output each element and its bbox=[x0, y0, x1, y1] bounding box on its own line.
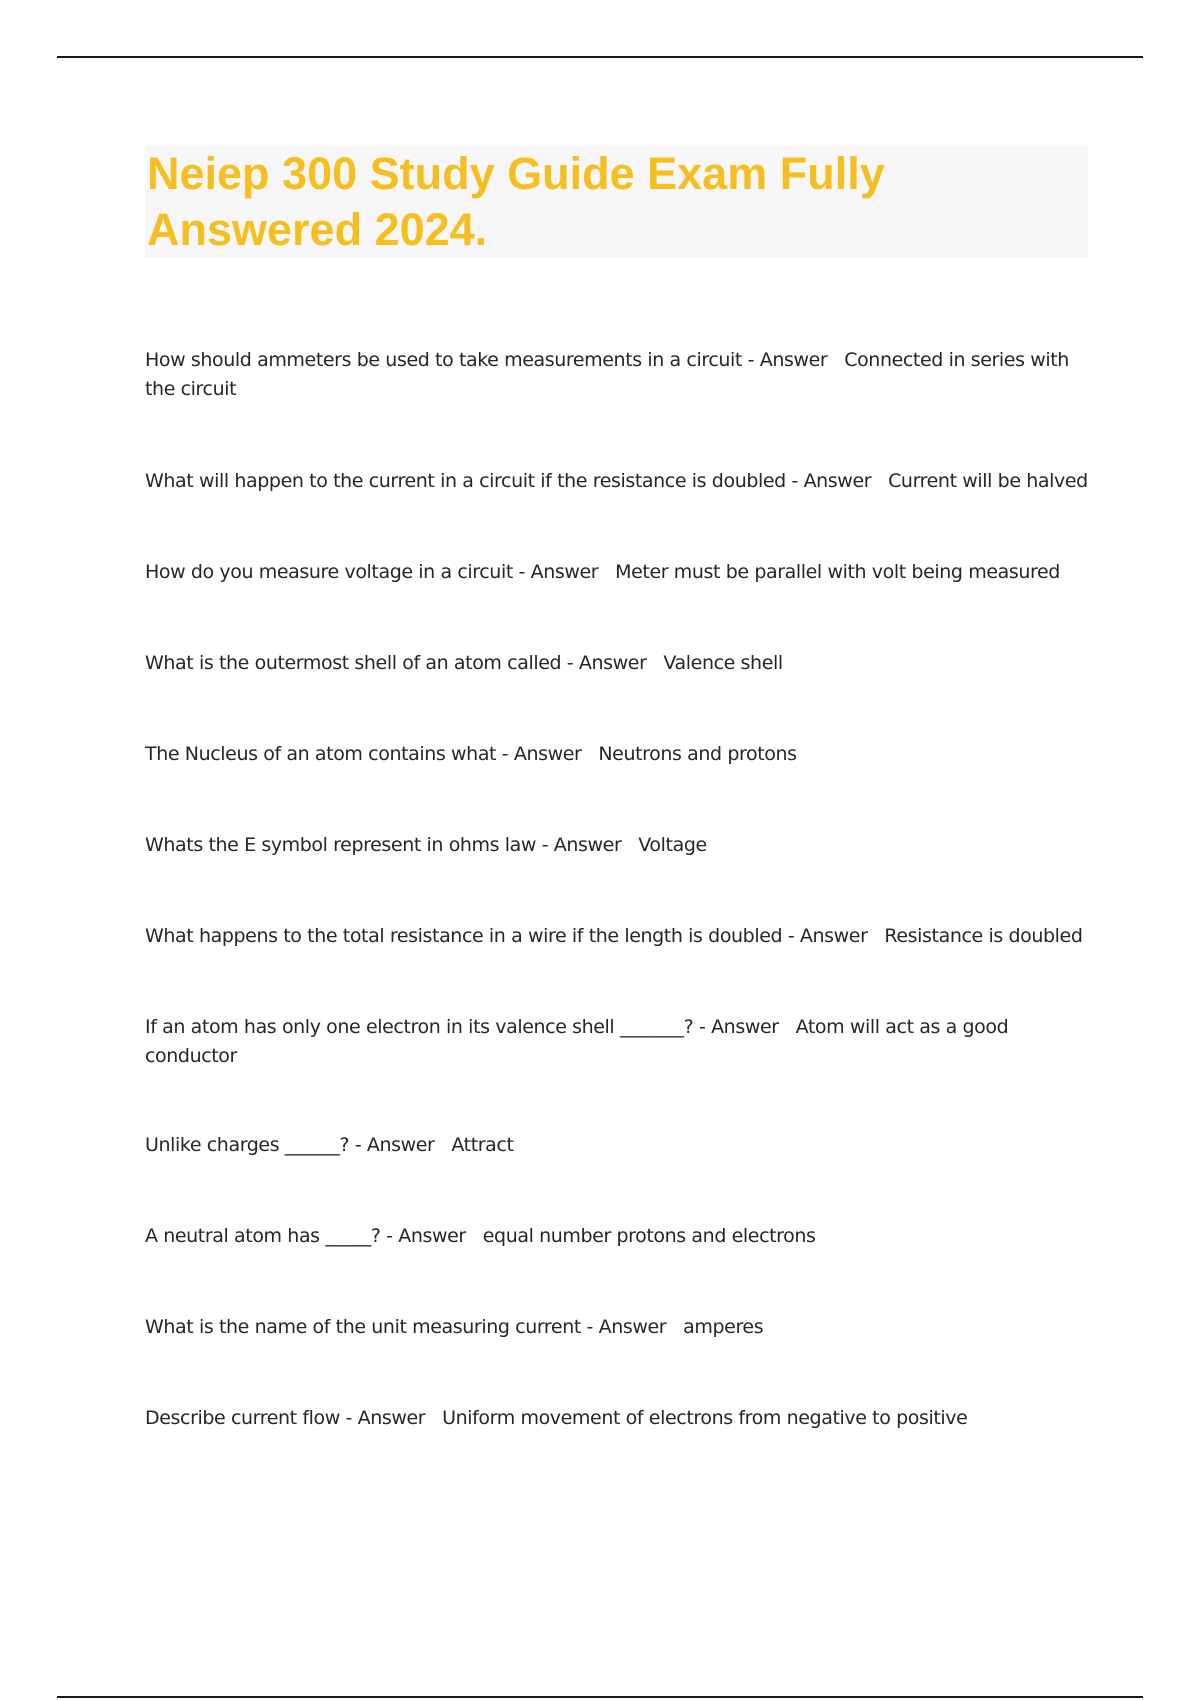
answer-text: Attract bbox=[451, 1134, 514, 1156]
answer-marker: - Answer bbox=[785, 470, 889, 492]
question-text: What will happen to the current in a circuit if the resistance is doubled bbox=[145, 470, 786, 492]
qa-item bbox=[145, 467, 1095, 496]
answer-marker: - Answer bbox=[561, 652, 664, 674]
question-text: Describe current flow bbox=[145, 1407, 340, 1429]
question-text: Whats the E symbol represent in ohms law bbox=[145, 834, 537, 856]
qa-item bbox=[145, 831, 1095, 860]
question-text: How do you measure voltage in a circuit bbox=[145, 561, 513, 583]
answer-text: Uniform movement of electrons from negative to positive bbox=[442, 1407, 968, 1429]
qa-item bbox=[145, 558, 1095, 587]
answer-text: Neutrons and protons bbox=[598, 743, 797, 765]
answer-text: Resistance is doubled bbox=[884, 925, 1083, 947]
qa-item bbox=[145, 1013, 1025, 1071]
qa-item bbox=[145, 1313, 1095, 1342]
question-text: What is the name of the unit measuring current bbox=[145, 1316, 581, 1338]
qa-item bbox=[145, 346, 1095, 404]
qa-item bbox=[145, 1131, 1095, 1160]
question-text: If an atom has only one electron in its valence shell _______? bbox=[145, 1016, 694, 1038]
answer-text: Voltage bbox=[638, 834, 707, 856]
qa-item bbox=[145, 740, 1095, 769]
answer-marker: - Answer bbox=[693, 1016, 796, 1038]
question-text: A neutral atom has _____? bbox=[145, 1225, 381, 1247]
question-text: What is the outermost shell of an atom called bbox=[145, 652, 562, 674]
question-text: What happens to the total resistance in a wire if the length is doubled bbox=[145, 925, 783, 947]
answer-text: Current will be halved bbox=[888, 470, 1088, 492]
answer-text: equal number protons and electrons bbox=[482, 1225, 816, 1247]
answer-marker: - Answer bbox=[782, 925, 885, 947]
top-rule bbox=[57, 56, 1143, 58]
answer-text: Valence shell bbox=[663, 652, 783, 674]
answer-marker: - Answer bbox=[580, 1316, 684, 1338]
answer-marker: - Answer bbox=[349, 1134, 452, 1156]
qa-item bbox=[145, 649, 1095, 678]
title-box bbox=[145, 146, 1088, 257]
answer-marker: - Answer bbox=[741, 349, 845, 371]
bottom-rule bbox=[57, 1696, 1143, 1698]
question-text: How should ammeters be used to take measurements in a circuit bbox=[145, 349, 742, 371]
answer-marker: - Answer bbox=[536, 834, 639, 856]
answer-text: Meter must be parallel with volt being measured bbox=[615, 561, 1060, 583]
qa-item bbox=[145, 1222, 1095, 1251]
answer-text: Connected in series with the circuit bbox=[145, 349, 1069, 400]
qa-item bbox=[145, 922, 1095, 951]
answer-marker: - Answer bbox=[496, 743, 599, 765]
question-text: The Nucleus of an atom contains what bbox=[145, 743, 497, 765]
qa-item bbox=[145, 1404, 1095, 1433]
answer-text: Atom will act as a good conductor bbox=[145, 1016, 1009, 1067]
question-text: Unlike charges ______? bbox=[145, 1134, 350, 1156]
answer-text: amperes bbox=[683, 1316, 764, 1338]
answer-marker: - Answer bbox=[339, 1407, 443, 1429]
answer-marker: - Answer bbox=[512, 561, 616, 583]
answer-marker: - Answer bbox=[380, 1225, 483, 1247]
document-title: Neiep 300 Study Guide Exam Fully Answered 2024. bbox=[147, 148, 885, 255]
